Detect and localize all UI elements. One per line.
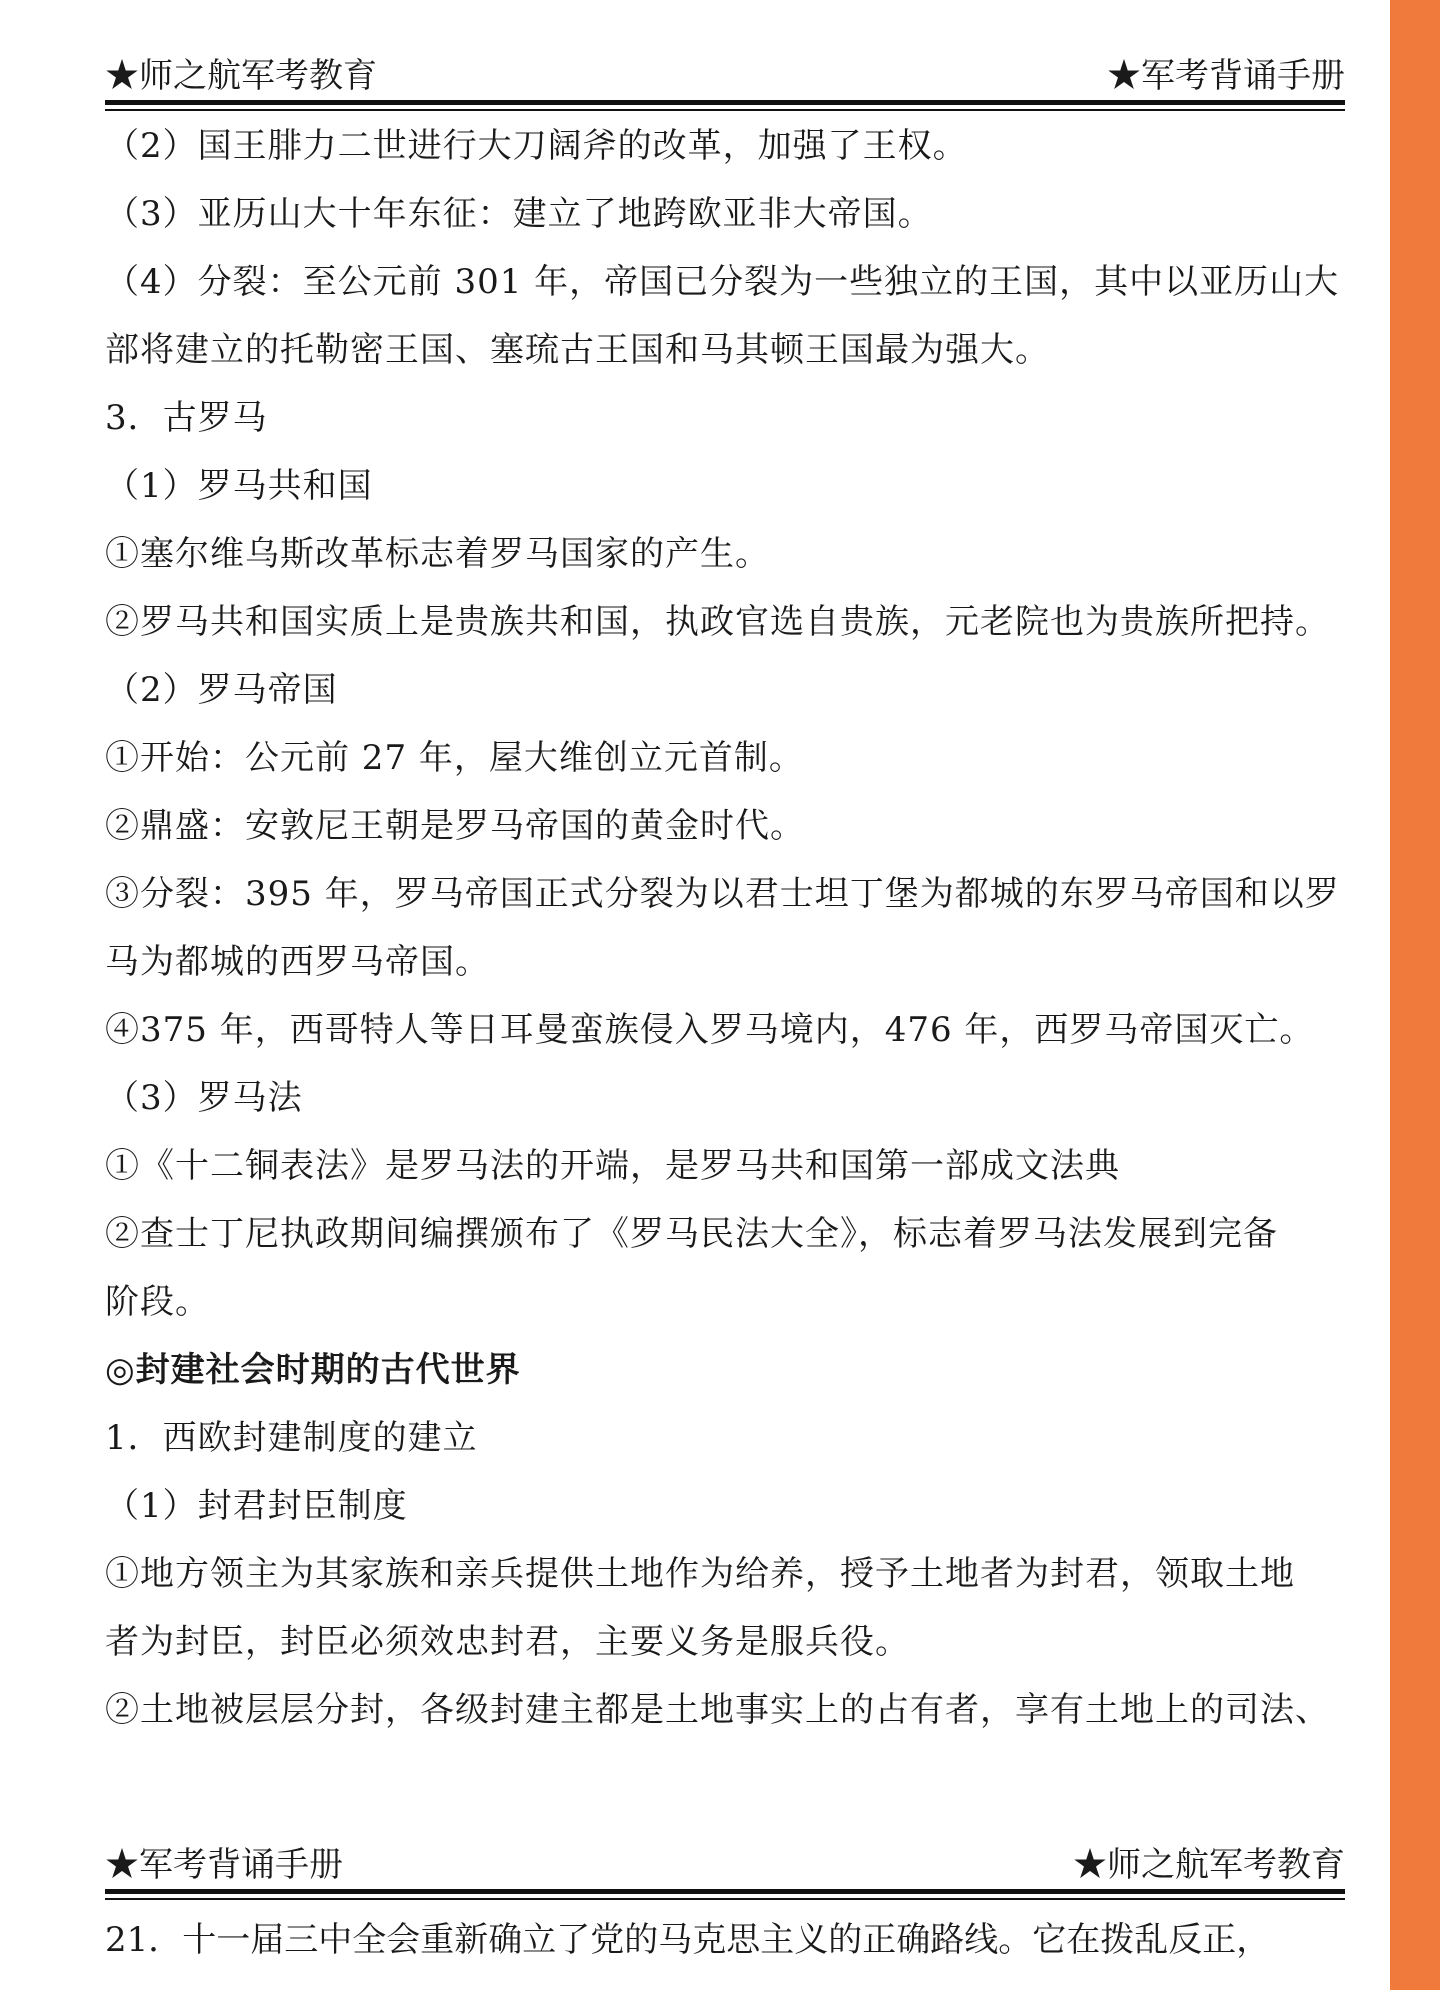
- bottom-header-left: ★军考背诵手册: [105, 1845, 343, 1885]
- text-line: ②罗马共和国实质上是贵族共和国，执政官选自贵族，元老院也为贵族所把持。: [105, 602, 1330, 642]
- top-header: [105, 56, 1345, 96]
- text-line: （3）罗马法: [105, 1078, 303, 1118]
- page-edge-bar: [1390, 0, 1440, 1990]
- text-line: 部将建立的托勒密王国、塞琉古王国和马其顿王国最为强大。: [105, 330, 1050, 370]
- text-line: （4）分裂：至公元前 301 年，帝国已分裂为一些独立的王国，其中以亚历山大: [105, 262, 1340, 302]
- text-line: 3．古罗马: [105, 398, 268, 438]
- text-line: （2）罗马帝国: [105, 670, 338, 710]
- bottom-header-right: ★师之航军考教育: [1073, 1845, 1345, 1885]
- text-line: ①塞尔维乌斯改革标志着罗马国家的产生。: [105, 534, 770, 574]
- text-line: （3）亚历山大十年东征：建立了地跨欧亚非大帝国。: [105, 194, 933, 234]
- text-line: ②土地被层层分封，各级封建主都是土地事实上的占有者，享有土地上的司法、: [105, 1690, 1330, 1730]
- text-line: 者为封臣，封臣必须效忠封君，主要义务是服兵役。: [105, 1622, 910, 1662]
- text-line: ①开始：公元前 27 年，屋大维创立元首制。: [105, 738, 804, 778]
- next-page-text: 21．十一届三中全会重新确立了党的马克思主义的正确路线。它在拨乱反正，: [105, 1920, 1271, 1960]
- top-header-left: ★师之航军考教育: [105, 56, 377, 96]
- text-line: （1）罗马共和国: [105, 466, 373, 506]
- text-line: 1．西欧封建制度的建立: [105, 1418, 478, 1458]
- text-line: ②查士丁尼执政期间编撰颁布了《罗马民法大全》，标志着罗马法发展到完备: [105, 1214, 1278, 1254]
- top-header-right: ★军考背诵手册: [1107, 56, 1345, 96]
- top-header-rule: [105, 100, 1345, 111]
- text-line: ④375 年，西哥特人等日耳曼蛮族侵入罗马境内，476 年，西罗马帝国灭亡。: [105, 1010, 1315, 1050]
- text-line: ③分裂：395 年，罗马帝国正式分裂为以君士坦丁堡为都城的东罗马帝国和以罗: [105, 874, 1340, 914]
- text-line: ①地方领主为其家族和亲兵提供土地作为给养，授予土地者为封君，领取土地: [105, 1554, 1295, 1594]
- text-line: 马为都城的西罗马帝国。: [105, 942, 490, 982]
- section-heading: ◎封建社会时期的古代世界: [105, 1350, 521, 1390]
- text-line: ②鼎盛：安敦尼王朝是罗马帝国的黄金时代。: [105, 806, 805, 846]
- page-content: [105, 112, 1345, 1744]
- text-line: （1）封君封臣制度: [105, 1486, 408, 1526]
- text-line: ①《十二铜表法》是罗马法的开端，是罗马共和国第一部成文法典: [105, 1146, 1120, 1186]
- text-line: 阶段。: [105, 1282, 210, 1322]
- bottom-header: [105, 1845, 1345, 1885]
- text-line: （2）国王腓力二世进行大刀阔斧的改革，加强了王权。: [105, 126, 968, 166]
- bottom-header-rule: [105, 1889, 1345, 1900]
